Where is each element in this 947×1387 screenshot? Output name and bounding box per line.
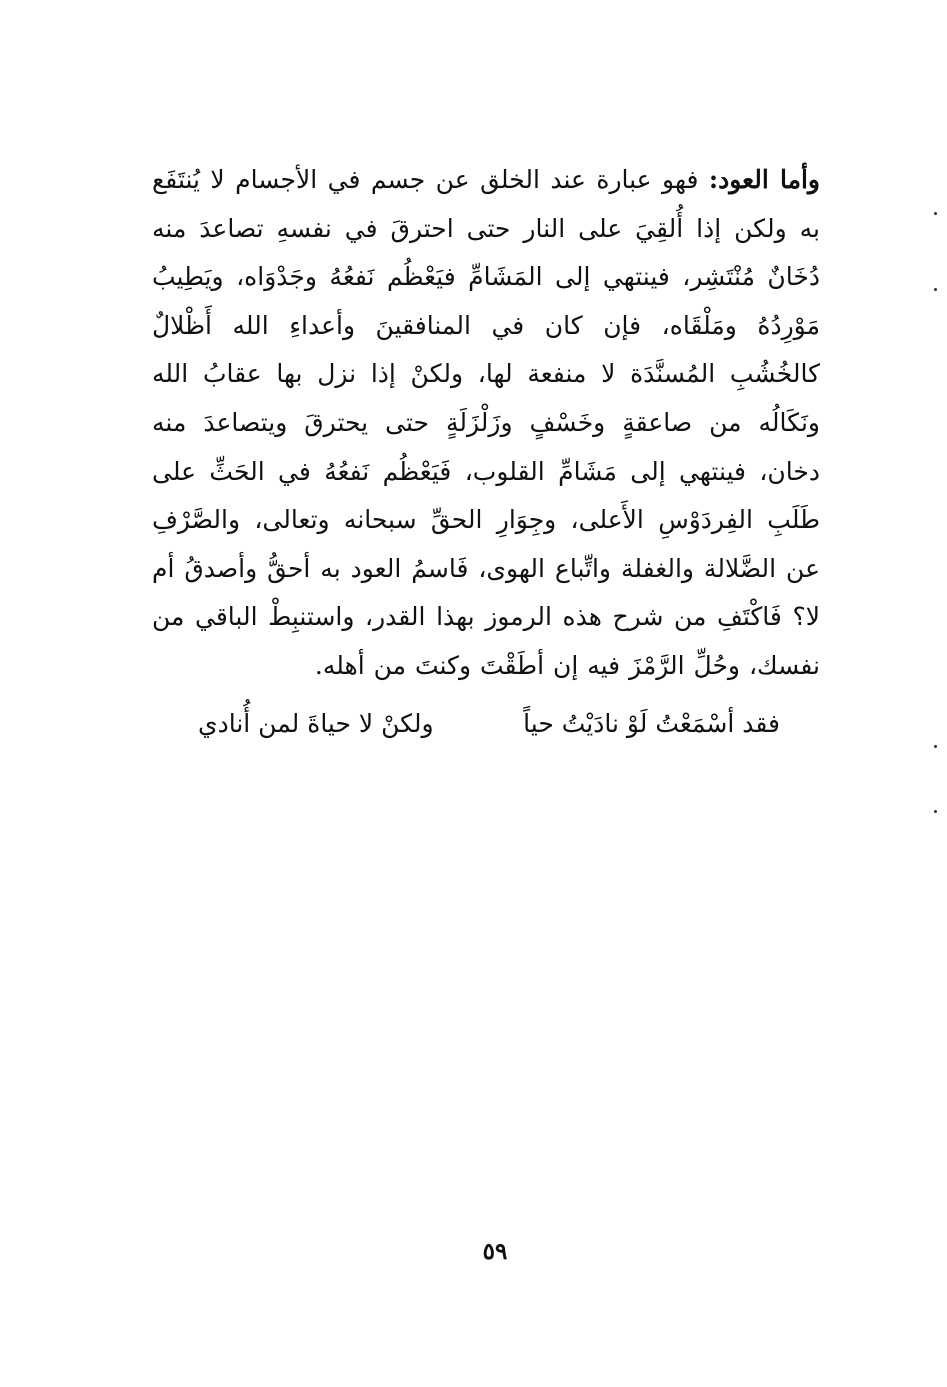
poetry-verse bbox=[150, 700, 790, 748]
scan-edge-mark bbox=[934, 745, 937, 748]
scan-edge-mark bbox=[934, 810, 937, 813]
scan-edge-mark bbox=[934, 212, 937, 215]
page-number: ٥٩ bbox=[482, 1238, 508, 1265]
verse-first-hemistich: فقد أسْمَعْتُ لَوْ نادَيْتُ حياً bbox=[523, 709, 780, 738]
paragraph-lead: وأما العود: bbox=[708, 165, 820, 194]
scan-edge-mark bbox=[934, 288, 937, 291]
paragraph-body: فهو عبارة عند الخلق عن جسم في الأجسام لا يُنتَفَع به ولكن إذا أُلقِيَ على النار حتى احترقَ في نفسهِ تصاعدَ منه دُخَانٌ مُنْتَشِر، فينتهي إلى المَشَامِّ فيَعْظُم نَفعُهُ وجَدْوَاه، ويَطِيبُ مَوْرِدُهُ ومَلْقَاه، فإن كان في المنافقينَ وأعداءِ الله أَظْلالٌ كالخُشُبِ المُسنَّدَة لا منفعة لها، ولكنْ إذا نزل بها عقابُ الله ونَكَالُه من صاعقةٍ وخَسْفٍ وزَلْزَلَةٍ حتى يحترقَ ويتصاعدَ منه دخان، فينتهي إلى مَشَامِّ القلوب، فَيَعْظُم نَفعُهُ في الحَثِّ على طَلَبِ الفِردَوْسِ الأَعلى، وجِوَارِ الحقِّ سبحانه وتعالى، والصَّرْفِ عن الضَّلالة والغفلة واتِّباع الهوى، فَاسمُ العود به أحقُّ وأصدقُ أم لا؟ فَاكْتَفِ من شرح هذه الرموز بهذا القدر، واستنبِطْ الباقي من نفسك، وحُلِّ الرَّمْزَ فيه إن أطَقْتَ وكنتَ من أهله. bbox=[152, 165, 820, 680]
verse-second-hemistich: ولكنْ لا حياةَ لمن أُنادي bbox=[198, 709, 434, 738]
main-paragraph bbox=[152, 156, 820, 691]
